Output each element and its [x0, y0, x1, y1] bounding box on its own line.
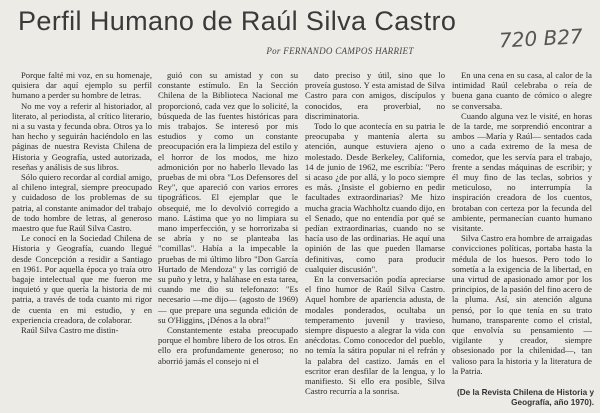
text-column-4	[452, 70, 592, 384]
article-title: Perfil Humano de Raúl Silva Castro	[18, 6, 457, 36]
paragraph: Cuando alguna vez le visité, en horas de la tarde, me sorprendió encontrar a ambos —María y Raúl— sentados cada uno a cada extremo de la mesa de comedor, que les servía para el trabajo, frente a sendas máquinas de escribir; y él muy fino de las teclas, sobrios y meticuloso, no interrumpía la inspiración creadora de los cuentos, brotaban con certeza por la fecunda del ambiente, permanecían cuanto humano visitante.	[452, 110, 592, 234]
text-column-1	[12, 70, 152, 408]
paragraph: Sólo quiero recordar al cordial amigo, al chileno integral, siempre preocupado y cuidadoso de los problemas de su patria, al constante animador del trabajo de todo hombre de letras, al generoso maestro que fue Raúl Silva Castro.	[12, 172, 152, 234]
handwritten-call-number: 720 B27	[498, 24, 584, 53]
source-note: (De la Revista Chilena de Historia y Geografía, año 1970).	[457, 388, 594, 407]
paragraph: dato preciso y útil, sino que lo proveía gustoso. Y esta amistad de Silva Castro para con amigos, discípulos y conocidos, era proverbial, no discriminatoria.	[305, 70, 445, 121]
paragraph: En una cena en su casa, al calor de la intimidad Raúl celebraba o reía de buena gana cuanto de cómico o alegre se conversaba.	[452, 70, 592, 111]
paragraph: Raúl Silva Castro me distin-	[21, 325, 119, 336]
paragraph: En la conversación podía apreciarse el fino humor de Raúl Silva Castro. Aquel hombre de apariencia adusta, de modales ponderados, ocultaba un temperamento juvenil y travieso, siempre dispuesto a alegrar la vida con anécdotas. Como conocedor del pueblo, no temía la sátira popular ni el refrán y la palabra del castizo. Jamás en el escritor eran desfilar de la lengua, y lo manifiesto. Si ello era posible, Silva Castro recurría a la sonrisa.	[305, 274, 445, 397]
paragraph: No me voy a referir al historiador, al literato, al periodista, al crítico literario, ni a su vasta y fecunda obra. Otros ya lo han hecho y seguirán haciéndolo en las páginas de nuestra Revista Chilena de Historia y Geografía, usted autorizada, reseñas y análisis de sus libros.	[12, 100, 152, 172]
paragraph: Todo lo que acontecía en su patria le preocupaba y mantenía alerta su atención, aunque estuviera ajeno o molestado. Desde Berkeley, California, 14 de junio de 1962, me escribía: "Pero si acaso ¿de por allá, y lo poco siempre es más. ¿Insiste el gobierno en pedir facultades extraordinarias? Me hizo mucha gracia Wachholtz cuando dijo, en el Senado, que no entendía por qué se pedían extraordinarias, cuando no se hacía uso de las ordinarias. He aquí una opinión de las que pueden llamarse definitivas, como para producir cualquier discusión".	[305, 121, 445, 274]
article-byline: Por FERNANDO CAMPOS HARRIET	[266, 46, 414, 56]
paragraph: Constantemente estaba preocupado porque el hombre libero de los otros. En ello era profundamente generoso; no aborrió jamás el consejo ni el	[158, 325, 298, 366]
paragraph: Le conocí en la Sociedad Chilena de Historia y Geografía, cuando llegué desde Concepción a residir a Santiago en 1961. Por aquella época yo traía otro bagaje intelectual que me fueron me inquietó y que quería la historia de mi patria, a través de toda cuanto mi rigor de cuenta en mi estudio, y en experiencia creadora, de colaborar.	[12, 233, 152, 325]
text-column-2	[158, 70, 298, 408]
paragraph: Porque falté mi voz, en su homenaje, quisiera dar aquí ejemplo su perfil humano a perder su hombre de letras.	[12, 70, 152, 101]
text-column-3	[305, 70, 445, 408]
paragraph: Silva Castro era hombre de arraigadas convicciones políticas, portaba hasta la médula de los huesos. Pero todo lo sometía a la exigencia de la libertad, en una virtud de apasionado amor por los principios, de la pasión del fino acero de la pluma. Así, sin atención alguna pensó, por lo que tenía en su trato humano, transparente como el cristal, que envolvía su pensamiento —vigilante y creador, siempre obsesionado por la chilenidad—, tan valioso para la historia y la literatura de la Patria.	[452, 233, 592, 376]
paragraph: guió con su amistad y con su constante estímulo. En la Sección Chilena de la Biblioteca Nacional me proporcionó, cada vez que lo solicité, la búsqueda de las fuentes históricas para mis trabajos. Se interesó por mis estudios y como un constante preocupación era la limpieza del estilo y el horror de los modos, me hizo admonición por no haberlo llevado las pruebas de mi obra "Los Defensores del Rey", que apareció con varios errores tipográficos. El ejemplar que le obsequié, me lo devolvió corregido a mano. Lástima que yo no limpiara su mano imperfección, y se horrorizaba si se abría y no se planteaba las "comillas". Había a la impecable la pruebas de mi último libro "Don García Hurtado de Mendoza" y las corrigió de su puño y letra, y haláhase en esta tarea, cuando me dio su telefonazo: "Es necesario —me dijo— (agosto de 1969)— que prepare una segunda edición de su O'Higgins, ¡Dénos a la obra!"	[158, 70, 298, 325]
